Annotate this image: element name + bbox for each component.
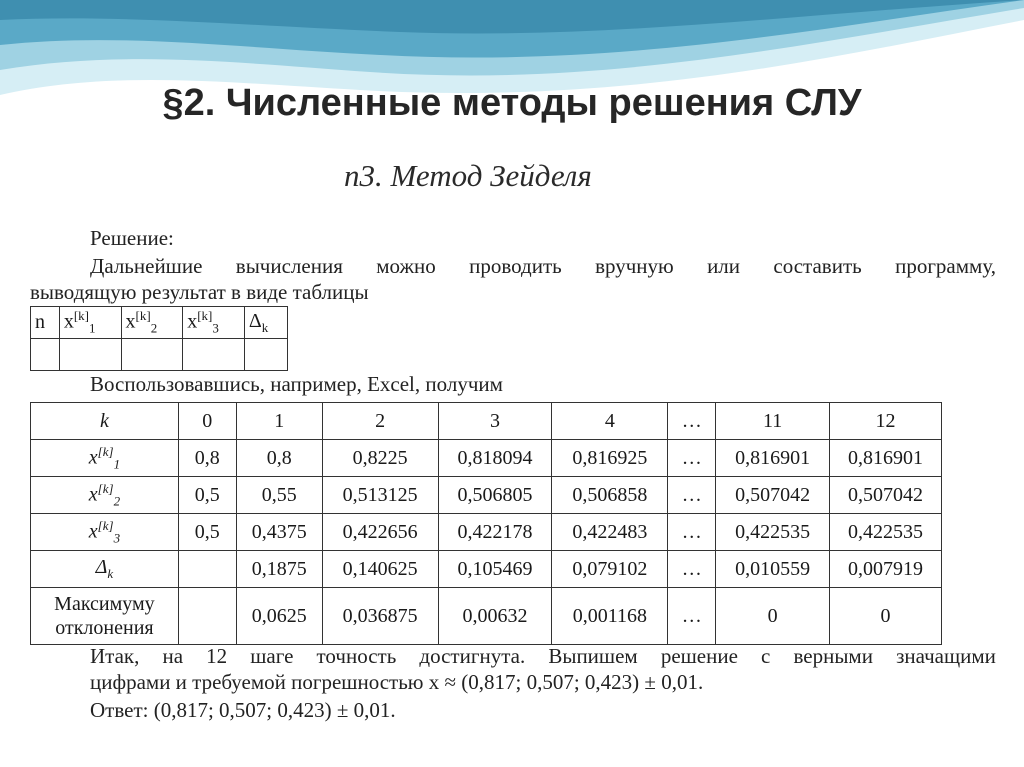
symbol-base: x — [88, 483, 98, 506]
table-cell: 0 — [830, 588, 942, 645]
answer-line: Ответ: (0,817; 0,507; 0,423) ± 0,01. — [90, 698, 396, 722]
column-header-cell: 0 — [178, 403, 236, 440]
word: или — [707, 254, 741, 278]
word: проводить — [469, 254, 562, 278]
header-cell — [183, 307, 245, 339]
word: можно — [376, 254, 436, 278]
word: достигнута. — [419, 644, 526, 668]
table-row — [31, 477, 942, 514]
table-cell: 0,818094 — [438, 440, 552, 477]
table-cell: 0,0625 — [236, 588, 322, 645]
table-cell: … — [668, 514, 716, 551]
symbol-base: x — [63, 310, 74, 333]
solution-label: Решение: — [90, 226, 174, 250]
word: решение — [660, 644, 738, 668]
table-cell: 0,506805 — [438, 477, 552, 514]
word: 12 — [206, 644, 228, 668]
symbol-base: Δ — [248, 309, 262, 332]
table-cell — [59, 339, 121, 371]
table-cell: 0,55 — [236, 477, 322, 514]
document-body — [30, 222, 996, 722]
symbol-base: x — [125, 310, 136, 333]
table-cell: 0,5 — [178, 477, 236, 514]
table-cell — [178, 588, 236, 645]
symbol-subscript: 2 — [113, 493, 121, 509]
symbol-subscript: 2 — [150, 320, 158, 336]
table-cell: 0,036875 — [322, 588, 438, 645]
max-deviation-label: Максимуму — [54, 593, 155, 615]
symbol-subscript: 3 — [212, 320, 219, 336]
column-header-cell: … — [668, 403, 716, 440]
table-row — [31, 339, 288, 371]
row-header-cell — [31, 514, 179, 551]
row-header-cell — [31, 551, 179, 588]
max-deviation-label: отклонения — [55, 617, 154, 639]
symbol-superscript: [k] — [97, 517, 114, 533]
table-cell: 0,105469 — [438, 551, 552, 588]
header-cell — [31, 307, 60, 339]
table-cell: 0,816925 — [552, 440, 668, 477]
symbol-subscript: k — [261, 319, 269, 335]
symbol-superscript: [k] — [73, 308, 89, 324]
word: точность — [316, 644, 397, 668]
iterations-table — [30, 402, 942, 645]
table-cell: 0,816901 — [830, 440, 942, 477]
table-row — [31, 440, 942, 477]
word: Дальнейшие — [90, 254, 203, 278]
table-cell: 0,816901 — [716, 440, 830, 477]
table-cell: 0,422535 — [830, 514, 942, 551]
table-cell: 0,001168 — [552, 588, 668, 645]
word: вычисления — [235, 254, 343, 278]
word: шаге — [250, 644, 294, 668]
header-cell — [121, 307, 183, 339]
column-header-cell: 4 — [552, 403, 668, 440]
paragraph-line: выводящую результат в виде таблицы — [30, 280, 369, 304]
symbol-base: x — [187, 310, 198, 333]
word: Итак, — [90, 644, 140, 668]
table-row — [31, 588, 942, 645]
table-cell: 0,00632 — [438, 588, 552, 645]
table-cell: 0,422656 — [322, 514, 438, 551]
slide-subtitle: п3. Метод Зейделя — [344, 158, 592, 193]
table-cell: 0,010559 — [716, 551, 830, 588]
word: составить — [773, 254, 862, 278]
table-cell — [121, 339, 183, 371]
column-header-cell: 2 — [322, 403, 438, 440]
table-cell — [31, 339, 60, 371]
table-row — [31, 551, 942, 588]
table-cell: … — [668, 477, 716, 514]
symbol-subscript: 3 — [113, 530, 121, 546]
table-cell: … — [668, 588, 716, 645]
table-cell: … — [668, 551, 716, 588]
word: верными — [793, 644, 873, 668]
table-cell: 0 — [716, 588, 830, 645]
header-cell — [59, 307, 121, 339]
table-cell — [244, 339, 287, 371]
conclusion-line: цифрами и требуемой погрешностью x ≈ (0,817; 0,507; 0,423) ± 0,01. — [90, 670, 704, 694]
table-cell: 0,507042 — [716, 477, 830, 514]
symbol-subscript: 1 — [88, 320, 96, 336]
symbol-superscript: [k] — [135, 308, 151, 324]
symbol-subscript: k — [107, 566, 114, 581]
column-header-cell: 12 — [830, 403, 942, 440]
column-header-cell: 3 — [438, 403, 552, 440]
word: значащими — [896, 644, 996, 668]
row-header-cell — [31, 588, 179, 645]
table-cell: 0,8 — [178, 440, 236, 477]
row-header-cell — [31, 477, 179, 514]
table-header-row — [31, 307, 288, 339]
symbol-subscript: 1 — [113, 456, 121, 472]
symbol-superscript: [k] — [197, 308, 213, 324]
symbol-base: x — [88, 446, 98, 469]
table-cell: 0,8 — [236, 440, 322, 477]
symbol-base: Δ — [95, 556, 108, 578]
symbol-base: n — [35, 311, 45, 333]
word: вручную — [595, 254, 674, 278]
row-header-cell — [31, 440, 179, 477]
table-cell: … — [668, 440, 716, 477]
table-cell: 0,079102 — [552, 551, 668, 588]
table-cell: 0,4375 — [236, 514, 322, 551]
paragraph-line — [90, 254, 996, 279]
symbol-superscript: [k] — [97, 443, 114, 459]
table-cell: 0,422535 — [716, 514, 830, 551]
table-cell: 0,422483 — [552, 514, 668, 551]
word: на — [162, 644, 184, 668]
excel-line: Воспользовавшись, например, Excel, получим — [90, 372, 503, 396]
word: Выпишем — [548, 644, 638, 668]
table-row — [31, 514, 942, 551]
table-header-row — [31, 403, 942, 440]
table-cell: 0,5 — [178, 514, 236, 551]
column-header-cell: 11 — [716, 403, 830, 440]
symbol-base: x — [88, 520, 98, 543]
slide-title: §2. Численные методы решения СЛУ — [162, 82, 862, 124]
table-cell: 0,140625 — [322, 551, 438, 588]
table-cell: 0,8225 — [322, 440, 438, 477]
small-template-table — [30, 306, 288, 371]
table-cell: 0,1875 — [236, 551, 322, 588]
header-cell — [244, 307, 287, 339]
table-cell: 0,007919 — [830, 551, 942, 588]
symbol-superscript: [k] — [97, 480, 114, 496]
table-cell — [178, 551, 236, 588]
row-header-cell: k — [31, 403, 179, 440]
column-header-cell: 1 — [236, 403, 322, 440]
table-cell: 0,422178 — [438, 514, 552, 551]
word: программу, — [895, 254, 996, 278]
table-cell: 0,507042 — [830, 477, 942, 514]
conclusion-line — [90, 644, 996, 669]
table-cell: 0,513125 — [322, 477, 438, 514]
word: с — [761, 644, 771, 668]
table-cell: 0,506858 — [552, 477, 668, 514]
table-cell — [183, 339, 245, 371]
